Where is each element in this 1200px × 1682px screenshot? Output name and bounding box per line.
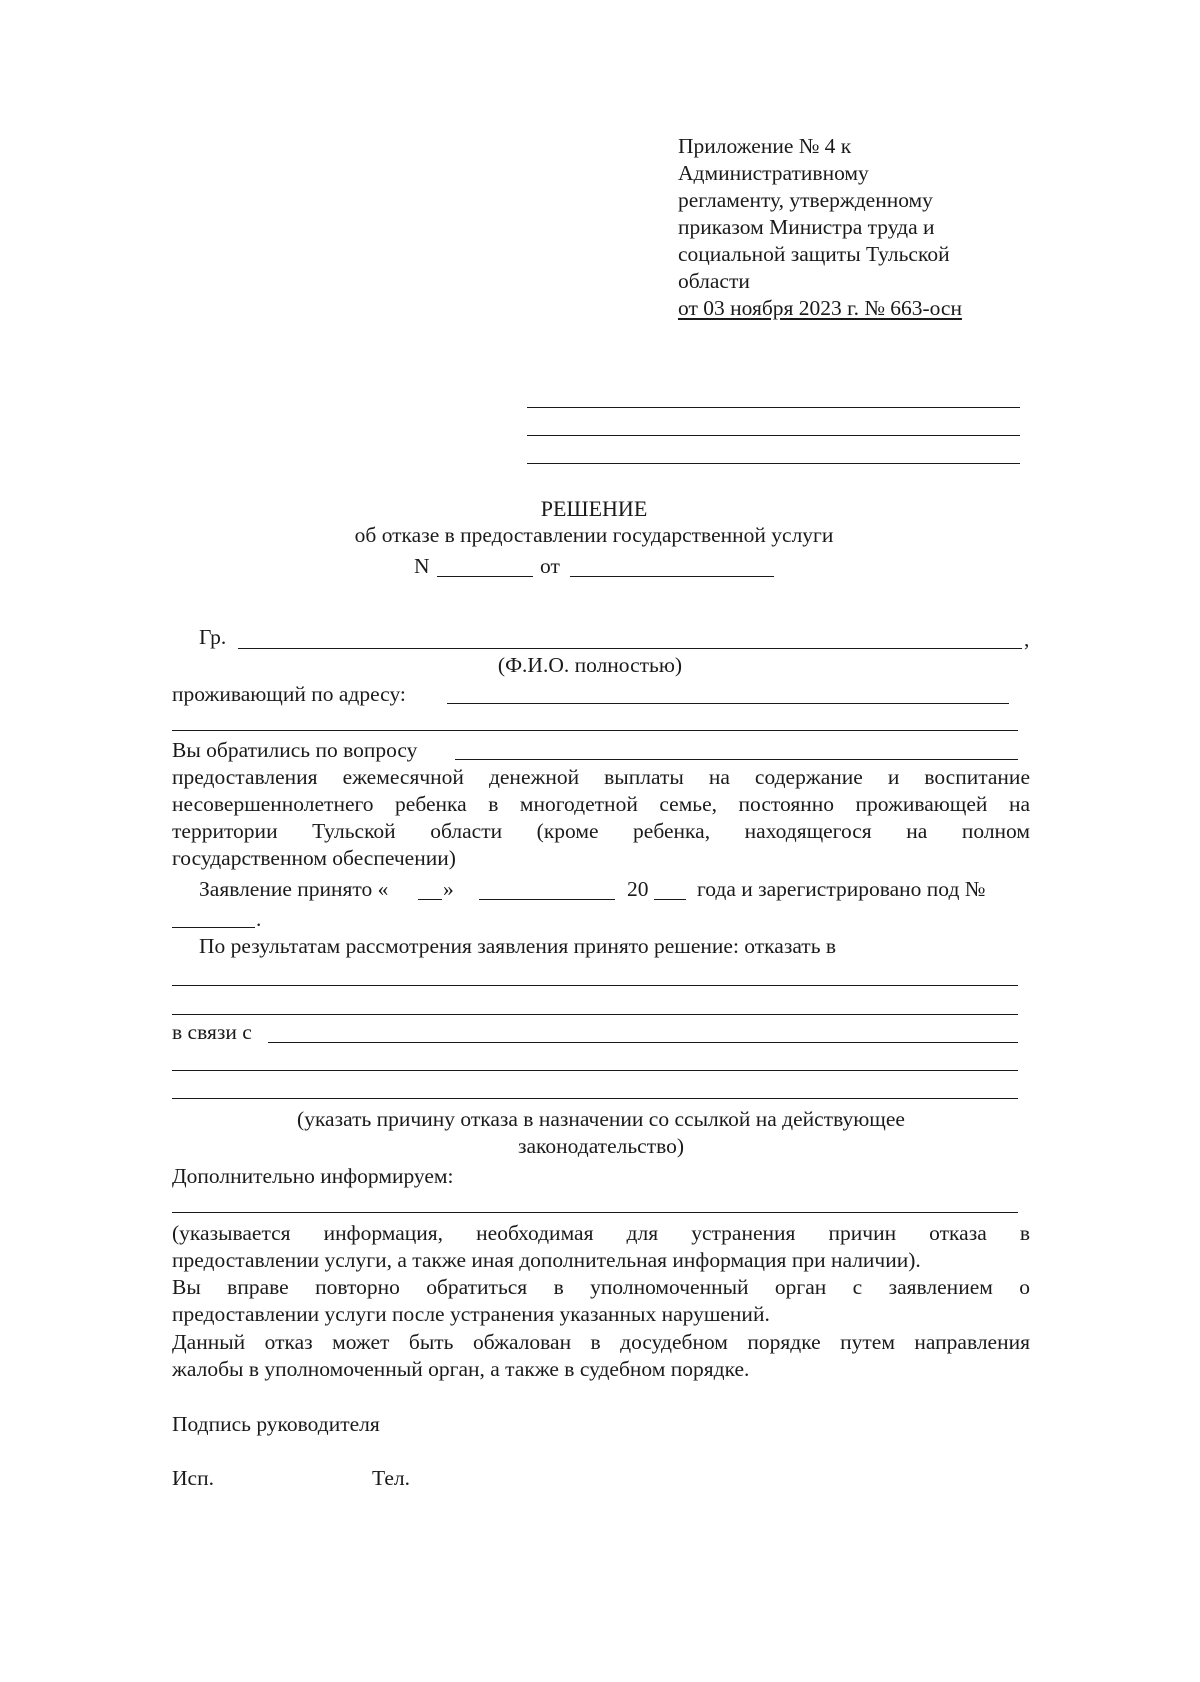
phone-label: Тел. <box>372 1466 410 1490</box>
appendix-line: приказом Министра труда и <box>678 215 935 239</box>
executor-label: Исп. <box>172 1466 214 1490</box>
application-year-prefix: 20 <box>627 877 649 901</box>
citizen-comma: , <box>1024 627 1030 651</box>
fio-hint: (Ф.И.О. полностью) <box>497 653 683 677</box>
question-text-line: несовершеннолетнего ребенка в многодетной семье, постоянно проживающей на <box>172 792 1030 816</box>
result-blank <box>172 985 1018 986</box>
date-blank <box>570 576 774 577</box>
application-year-blank <box>654 899 686 900</box>
address-blank <box>447 703 1009 704</box>
signature-label: Подпись руководителя <box>172 1412 380 1436</box>
document-subtitle: об отказе в предоставлении государственной услуги <box>354 523 834 547</box>
result-blank <box>172 1014 1018 1015</box>
number-blank <box>437 576 533 577</box>
reason-blank <box>172 1098 1018 1099</box>
reason-hint-line: законодательство) <box>517 1134 685 1158</box>
number-label: N <box>414 554 430 578</box>
reapply-last: предоставлении услуги после устранения указанных нарушений. <box>172 1302 770 1326</box>
reason-hint-line: (указать причину отказа в назначении со ссылкой на действующее <box>297 1107 905 1131</box>
reason-blank <box>172 1070 1018 1071</box>
addressee-line <box>527 463 1020 464</box>
application-end: . <box>256 907 262 931</box>
reason-blank <box>268 1042 1018 1043</box>
date-label: от <box>540 554 560 578</box>
citizen-label: Гр. <box>199 625 227 649</box>
reapply-line: Вы вправе повторно обратиться в уполномоченный орган с заявлением о <box>172 1275 1030 1299</box>
appendix-line: социальной защиты Тульской <box>678 242 950 266</box>
application-quote-close: » <box>443 877 454 901</box>
citizen-name-blank <box>238 648 1022 649</box>
addressee-line <box>527 435 1020 436</box>
result-text: По результатам рассмотрения заявления принято решение: отказать в <box>199 934 837 958</box>
additional-hint-line: (указывается информация, необходимая для устранения причин отказа в <box>172 1221 1030 1245</box>
appendix-line: регламенту, утвержденному <box>678 188 933 212</box>
additional-hint-last: предоставлении услуги, а также иная дополнительная информация при наличии). <box>172 1248 921 1272</box>
address-blank-2 <box>172 730 1018 731</box>
appendix-line: Административному <box>678 161 869 185</box>
document-title: РЕШЕНИЕ <box>540 496 648 521</box>
appeal-line: Данный отказ может быть обжалован в досудебном порядке путем направления <box>172 1330 1030 1354</box>
appendix-line: Приложение № 4 к <box>678 134 852 158</box>
question-blank <box>455 759 1018 760</box>
appendix-line: области <box>678 269 750 293</box>
address-label: проживающий по адресу: <box>172 682 406 706</box>
application-month-blank <box>479 899 615 900</box>
application-day-blank <box>418 899 442 900</box>
question-label: Вы обратились по вопросу <box>172 738 418 762</box>
question-text-last: государственном обеспечении) <box>172 846 456 870</box>
addressee-line <box>527 407 1020 408</box>
additional-blank <box>172 1212 1018 1213</box>
registration-number-blank <box>172 927 255 928</box>
question-text-line: территории Тульской области (кроме ребенка, находящегося на полном <box>172 819 1030 843</box>
question-text-line: предоставления ежемесячной денежной выплаты на содержание и воспитание <box>172 765 1030 789</box>
application-suffix: года и зарегистрировано под № <box>697 877 986 901</box>
appeal-last: жалобы в уполномоченный орган, а также в судебном порядке. <box>172 1357 750 1381</box>
application-prefix: Заявление принято « <box>199 877 389 901</box>
reason-label: в связи с <box>172 1020 252 1044</box>
appendix-order-line: от 03 ноября 2023 г. № 663-осн <box>678 296 962 320</box>
additional-label: Дополнительно информируем: <box>172 1164 454 1188</box>
